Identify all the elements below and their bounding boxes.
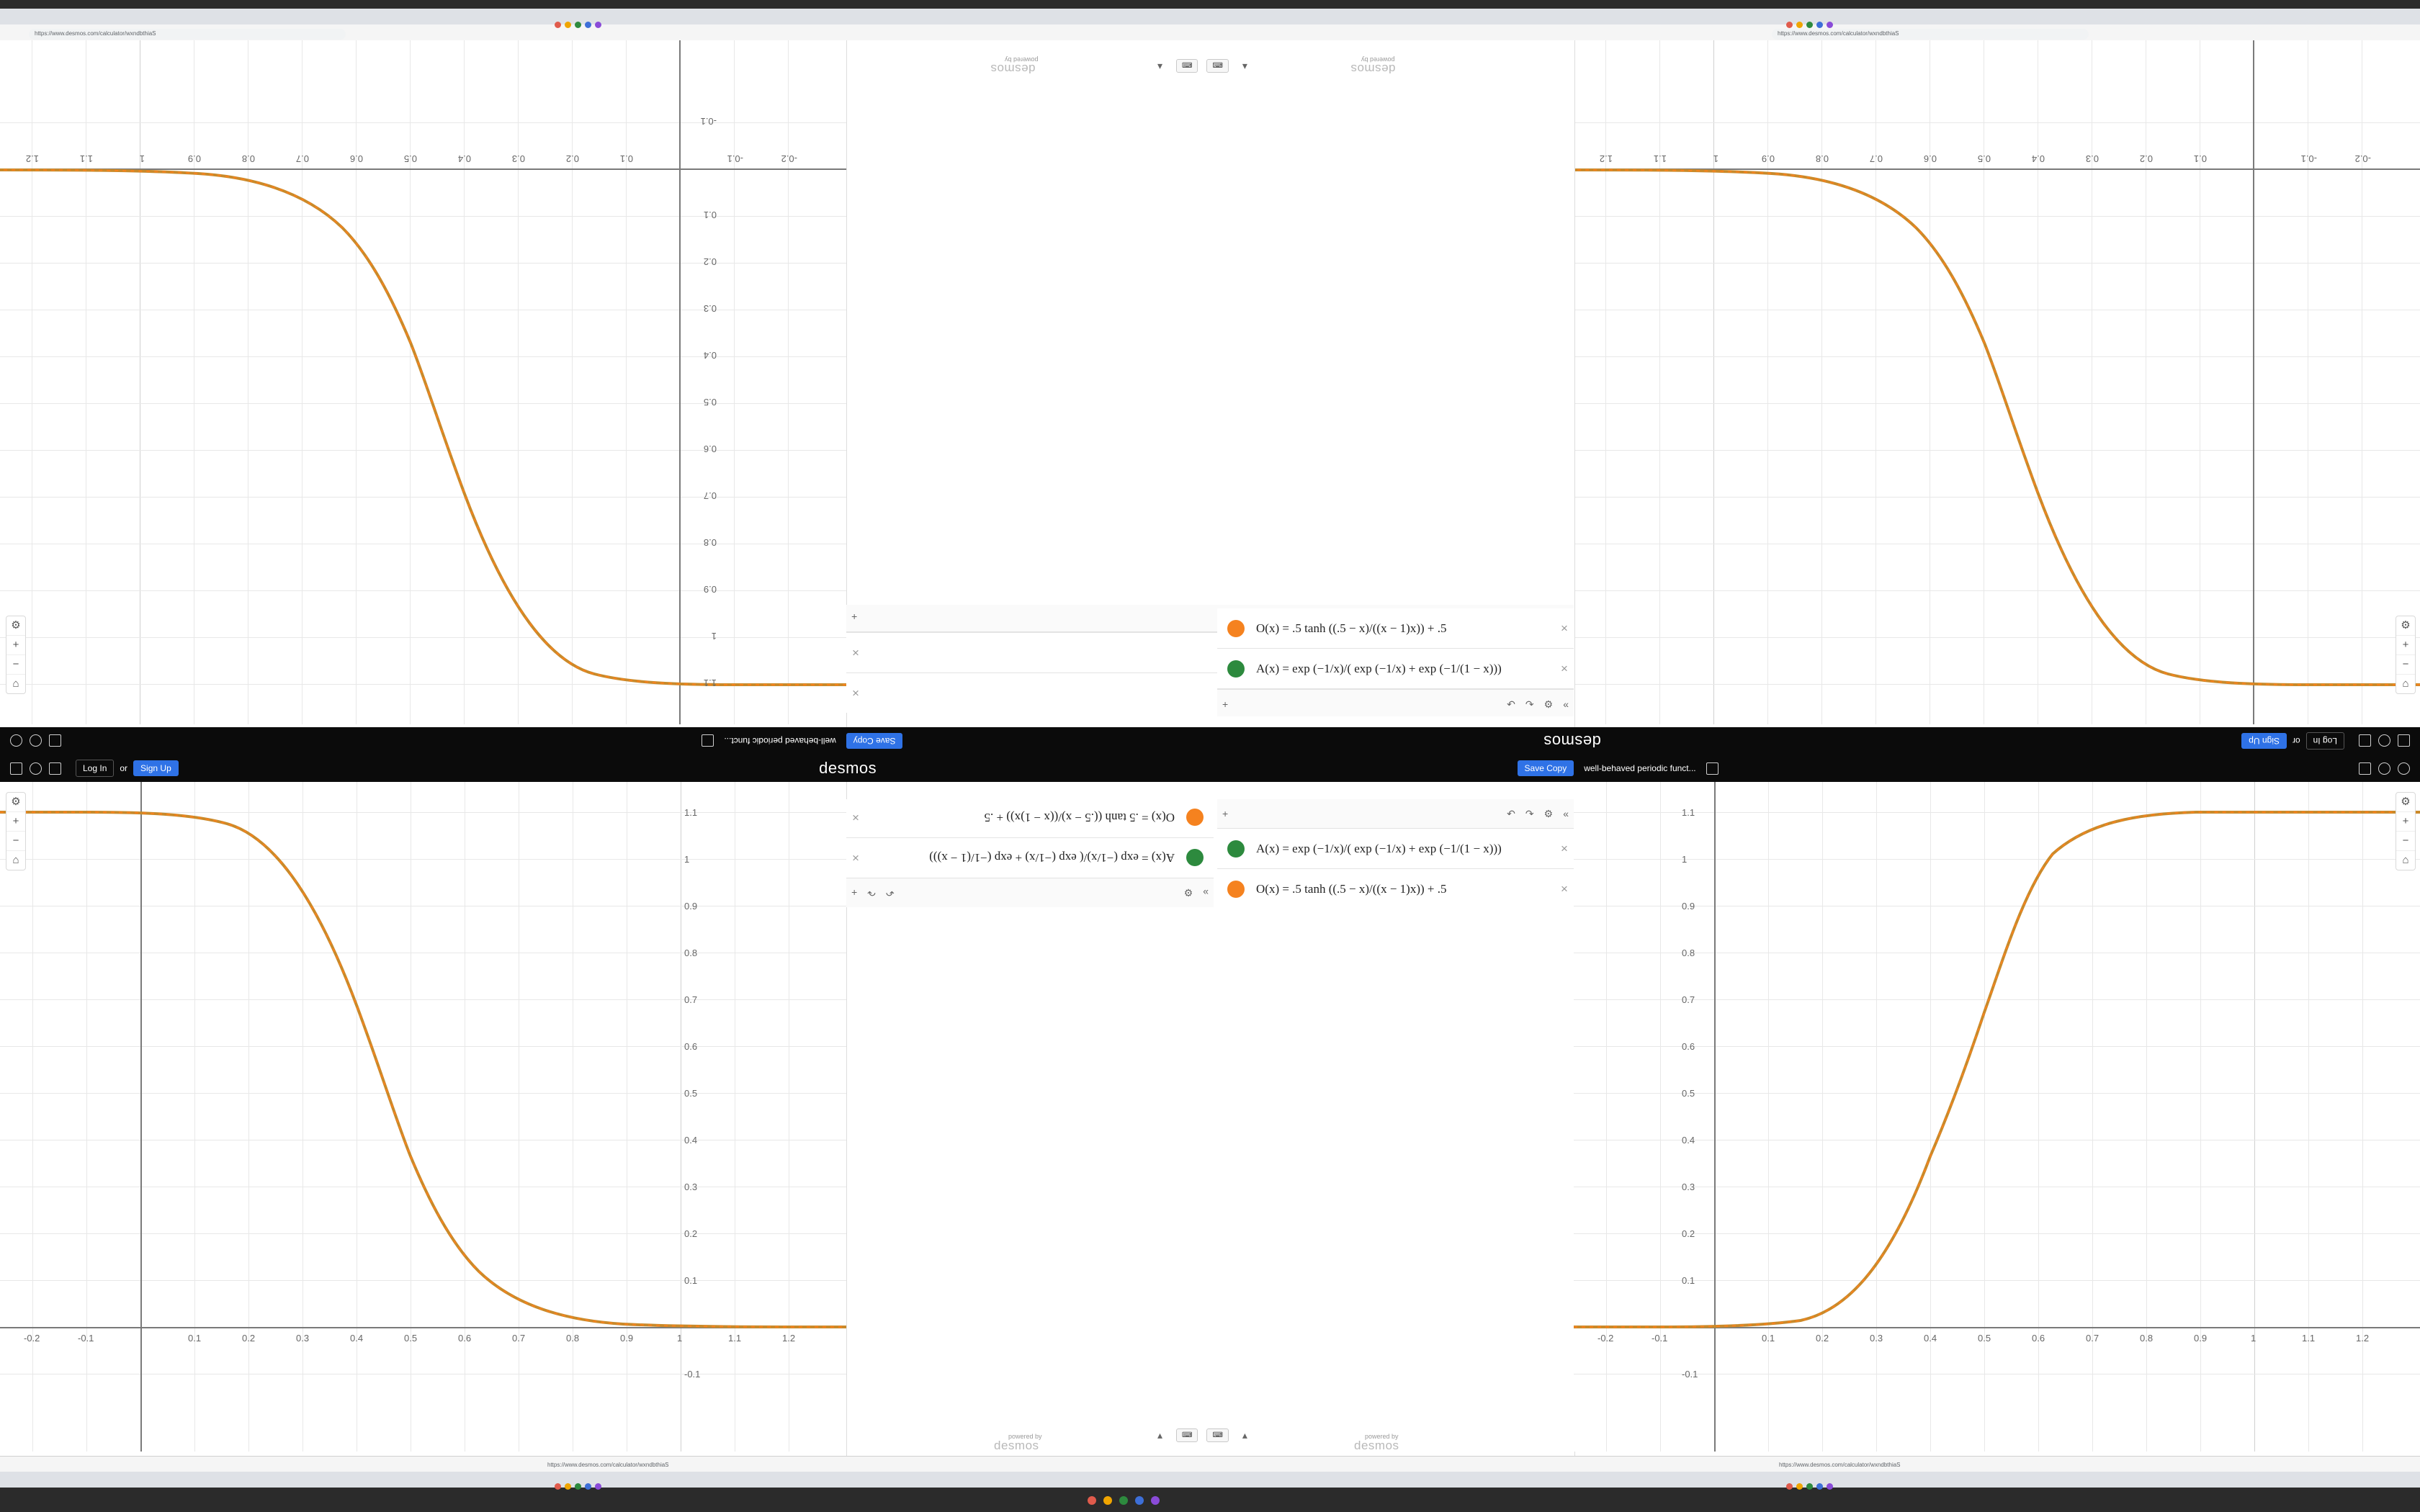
- wrench-icon[interactable]: ⚙: [6, 793, 25, 812]
- expression-latex[interactable]: O(x) = .5 tanh ((.5 − x)/((x − 1)x)) + .5: [1256, 881, 1447, 896]
- os-bottom-bar: [0, 1488, 2420, 1512]
- home-icon[interactable]: ⌂: [12, 678, 19, 690]
- brand-logo-bottom: desmos: [994, 1439, 1039, 1452]
- wrench-icon[interactable]: ⚙: [2396, 793, 2415, 812]
- brand-logo-top: desmos: [990, 62, 1036, 76]
- expression-row[interactable]: [846, 837, 1214, 878]
- x-tick: 1: [1713, 153, 1718, 164]
- y-tick: 0.9: [684, 901, 698, 912]
- hamburger-menu-icon[interactable]: [1706, 762, 1718, 775]
- expression-color-swatch[interactable]: [1227, 660, 1245, 678]
- tab-favicon-icon: [1786, 22, 1793, 28]
- brand-logo: desmos: [819, 759, 877, 777]
- help-circle-icon[interactable]: [30, 735, 42, 747]
- tab-favicon-icon: [585, 22, 591, 28]
- y-tick: 1.1: [684, 807, 698, 818]
- y-tick: 0.7: [1682, 994, 1695, 1005]
- brand-logo-bottom-right: desmos: [1354, 1439, 1399, 1452]
- url-text-bottom-left: https://www.desmos.com/calculator/wxndbthiaS: [547, 1462, 669, 1468]
- x-tick: 0.6: [349, 153, 363, 164]
- graph-title-field[interactable]: well-behaved periodic funct...: [1584, 763, 1696, 773]
- x-tick: 1.2: [2356, 1333, 2370, 1344]
- x-tick: -0.1: [1652, 1333, 1668, 1344]
- chevron-up-icon[interactable]: ▴: [1242, 1429, 1247, 1441]
- zoom-controls-bottom-right[interactable]: [2396, 792, 2416, 870]
- x-tick: 1.2: [782, 1333, 796, 1344]
- x-tick: -0.2: [781, 153, 797, 164]
- tab-favicon-icon: [565, 22, 571, 28]
- y-tick: 0.8: [684, 948, 698, 958]
- plot-curves: [1574, 40, 2420, 724]
- undo-arrow-icon[interactable]: ↶: [1507, 808, 1515, 819]
- chevron-down-icon[interactable]: ▾: [1157, 60, 1163, 71]
- x-tick: -0.1: [78, 1333, 94, 1344]
- tab-favicon-icon: [1796, 1483, 1803, 1490]
- x-tick: 1: [2251, 1333, 2257, 1344]
- add-expression-button[interactable]: +: [851, 887, 858, 899]
- delete-expression-button[interactable]: ×: [852, 811, 859, 825]
- y-tick: 0.9: [703, 584, 717, 595]
- expression-row[interactable]: [1217, 829, 1574, 869]
- browser-toolbar-bottom: [0, 1456, 2420, 1472]
- undo-arrow-icon[interactable]: ↶: [1507, 698, 1515, 710]
- log-in-button[interactable]: Log In: [2306, 732, 2344, 750]
- x-tick: 1.1: [1653, 153, 1667, 164]
- share-icon[interactable]: [49, 735, 61, 747]
- x-tick: -0.2: [2354, 153, 2371, 164]
- y-ticks-top-left: [691, 40, 846, 724]
- delete-expression-button[interactable]: ×: [1561, 881, 1568, 896]
- y-tick: 0.4: [703, 350, 717, 361]
- y-tick: 0.2: [684, 1228, 698, 1239]
- y-tick: -0.1: [1682, 1369, 1698, 1380]
- zoom-controls-top-left[interactable]: [6, 616, 26, 694]
- gear-icon[interactable]: ⚙: [1183, 887, 1193, 899]
- powered-by-label-top-right: powered by: [1361, 56, 1395, 63]
- x-tick: 0.4: [2031, 153, 2045, 164]
- desmos-window-bottom-left: [0, 782, 846, 1452]
- x-tick: 0.9: [2194, 1333, 2208, 1344]
- expression-latex[interactable]: A(x) = exp (−1/x)/( exp (−1/x) + exp (−1/(1 − x))): [1256, 661, 1502, 675]
- y-tick: 0.7: [703, 490, 717, 501]
- x-tick: 0.4: [350, 1333, 364, 1344]
- x-tick: 0.1: [619, 153, 633, 164]
- y-tick: 0.7: [684, 994, 698, 1005]
- x-tick: 0.7: [512, 1333, 526, 1344]
- plot-curves: [1574, 782, 2420, 1452]
- sign-up-button[interactable]: Sign Up: [133, 760, 179, 776]
- info-icon[interactable]: [30, 762, 42, 775]
- url-text-top-right: https://www.desmos.com/calculator/wxndbthiaS: [1778, 30, 1899, 37]
- delete-expression-button[interactable]: ×: [1561, 661, 1568, 675]
- tab-favicon-icon: [1806, 1483, 1813, 1490]
- undo-icon[interactable]: [2359, 735, 2371, 747]
- expression-color-swatch[interactable]: [1227, 881, 1245, 898]
- x-tick: 1.1: [728, 1333, 742, 1344]
- delete-expression-button[interactable]: ×: [1561, 621, 1568, 635]
- browser-tabstrip-top: [0, 9, 2420, 24]
- expression-list-lower-mirror[interactable]: [846, 799, 1214, 907]
- or-label: or: [2292, 736, 2300, 746]
- browser-dots-top-right: [1786, 22, 1833, 28]
- expression-latex[interactable]: A(x) = exp (−1/x)/( exp (−1/x) + exp (−1/(1 − x))): [1256, 841, 1502, 855]
- expand-panel-button[interactable]: »: [1203, 887, 1209, 899]
- zoom-in-button[interactable]: +: [2396, 636, 2415, 655]
- y-tick: 0.9: [1682, 901, 1695, 912]
- chevron-down-icon[interactable]: ▾: [1242, 60, 1247, 71]
- os-top-bar: [0, 0, 2420, 9]
- taskbar-icons-bottom-center[interactable]: [1088, 1496, 1160, 1505]
- wrench-icon[interactable]: ⚙: [2396, 616, 2415, 636]
- y-tick: 0.1: [1682, 1275, 1695, 1286]
- expression-row[interactable]: [1217, 869, 1574, 907]
- y-tick: 0.4: [684, 1135, 698, 1146]
- tab-favicon-icon: [575, 1483, 581, 1490]
- x-tick: 0.3: [2085, 153, 2099, 164]
- x-tick: 0.2: [242, 1333, 256, 1344]
- x-tick: 1: [139, 153, 145, 164]
- tab-favicon-icon: [595, 22, 601, 28]
- zoom-out-button[interactable]: −: [6, 832, 25, 851]
- tab-favicon-icon: [1806, 22, 1813, 28]
- collapse-panel-button[interactable]: «: [1563, 808, 1569, 819]
- add-expression-button[interactable]: +: [1222, 698, 1229, 710]
- x-tick: 0.2: [565, 153, 579, 164]
- x-tick: 0.7: [1869, 153, 1883, 164]
- y-tick: 0.4: [1682, 1135, 1695, 1146]
- chevron-up-icon[interactable]: ▴: [1157, 1429, 1163, 1441]
- collapse-panel-button[interactable]: «: [1563, 698, 1569, 710]
- gear-icon[interactable]: ⚙: [1543, 808, 1554, 819]
- tab-favicon-icon: [585, 1483, 591, 1490]
- x-tick: -0.2: [1597, 1333, 1614, 1344]
- zoom-in-button[interactable]: +: [2396, 812, 2415, 832]
- undo-icon[interactable]: [49, 762, 61, 775]
- home-icon[interactable]: ⌂: [2402, 854, 2409, 866]
- browser-dots-bottom-right: [1786, 1483, 1833, 1490]
- x-tick: 0.9: [187, 153, 201, 164]
- y-tick: 0.6: [703, 444, 717, 454]
- x-tick: 1.2: [1599, 153, 1613, 164]
- redo-arrow-icon[interactable]: ↷: [1525, 698, 1534, 710]
- y-tick: 1: [711, 631, 717, 642]
- x-tick: 1.1: [79, 153, 93, 164]
- add-expression-button[interactable]: +: [1222, 808, 1229, 819]
- y-tick: 0.1: [684, 1275, 698, 1286]
- tab-favicon-icon: [1786, 1483, 1793, 1490]
- tab-favicon-icon: [595, 1483, 601, 1490]
- taskbar-app-icon[interactable]: [1103, 1496, 1112, 1505]
- x-tick: -0.1: [2300, 153, 2317, 164]
- tab-favicon-icon: [1827, 22, 1833, 28]
- redo-arrow-icon[interactable]: ↷: [867, 887, 876, 899]
- y-tick: 1.1: [1682, 807, 1695, 818]
- x-tick: 0.5: [403, 153, 417, 164]
- y-tick: -0.1: [700, 116, 717, 127]
- expression-list-upper-mirror[interactable]: [1217, 608, 1574, 716]
- x-tick: -0.1: [727, 153, 743, 164]
- save-copy-button[interactable]: Save Copy: [1518, 760, 1574, 776]
- desmos-header-lower: [0, 755, 2420, 782]
- keyboard-button[interactable]: ⌨: [1206, 59, 1228, 73]
- desmos-window-top-right: [1574, 40, 2420, 724]
- x-tick: 0.3: [511, 153, 525, 164]
- globe-icon[interactable]: [2398, 735, 2410, 747]
- taskbar-app-icon[interactable]: [1151, 1496, 1160, 1505]
- x-tick: 0.8: [566, 1333, 580, 1344]
- browser-dots-top-left: [555, 22, 601, 28]
- y-tick: 1: [684, 854, 690, 865]
- keyboard-button[interactable]: ⌨: [1176, 59, 1198, 73]
- wrench-icon[interactable]: ⚙: [6, 616, 25, 636]
- keyboard-button[interactable]: ⌨: [1206, 1428, 1228, 1442]
- delete-expression-button[interactable]: ×: [1561, 841, 1568, 855]
- expression-list-lower[interactable]: [1217, 799, 1574, 907]
- x-tick: 0.8: [2140, 1333, 2154, 1344]
- redo-arrow-icon[interactable]: ↷: [1525, 808, 1534, 819]
- undo-arrow-icon[interactable]: ↶: [885, 887, 895, 899]
- browser-tabstrip-bottom: [0, 1472, 2420, 1488]
- zoom-out-button[interactable]: −: [2396, 832, 2415, 851]
- y-tick: 0.6: [684, 1041, 698, 1052]
- y-tick: 0.8: [1682, 948, 1695, 958]
- x-tick: 0.5: [404, 1333, 418, 1344]
- smiley-icon[interactable]: [10, 735, 22, 747]
- y-tick: 0.3: [703, 303, 717, 314]
- expression-row[interactable]: [846, 799, 1214, 837]
- graph-title-field[interactable]: well-behaved periodic funct...: [724, 736, 836, 746]
- desmos-window-bottom-right: [1574, 782, 2420, 1452]
- x-tick: 0.6: [1923, 153, 1937, 164]
- info-icon[interactable]: [2378, 735, 2390, 747]
- powered-by-label-bottom: powered by: [1008, 1433, 1042, 1440]
- tab-favicon-icon: [555, 22, 561, 28]
- x-tick: 0.2: [1816, 1333, 1829, 1344]
- log-in-button[interactable]: Log In: [76, 760, 114, 777]
- graph-canvas[interactable]: [0, 782, 846, 1452]
- y-tick: 0.2: [1682, 1228, 1695, 1239]
- y-tick: 1.1: [703, 678, 717, 688]
- x-tick: 0.1: [1762, 1333, 1775, 1344]
- y-tick: 0.5: [684, 1088, 698, 1099]
- tab-favicon-icon: [1816, 1483, 1823, 1490]
- globe-icon[interactable]: [10, 762, 22, 775]
- x-tick: 0.5: [1978, 1333, 1991, 1344]
- y-tick: 0.8: [703, 537, 717, 548]
- x-tick: 0.1: [2193, 153, 2207, 164]
- x-tick: 1.1: [2302, 1333, 2316, 1344]
- zoom-controls-bottom-left[interactable]: [6, 792, 26, 870]
- keyboard-button[interactable]: ⌨: [1176, 1428, 1198, 1442]
- or-label: or: [120, 763, 128, 773]
- zoom-controls-top-right[interactable]: [2396, 616, 2416, 694]
- y-tick: 0.1: [703, 210, 717, 220]
- powered-by-label-bottom-right: powered by: [1365, 1433, 1399, 1440]
- x-tick: 0.9: [1761, 153, 1775, 164]
- x-tick: 0.6: [2032, 1333, 2045, 1344]
- y-tick: 0.3: [1682, 1182, 1695, 1192]
- x-tick: 0.8: [241, 153, 255, 164]
- help-circle-icon[interactable]: [2378, 762, 2390, 775]
- expression-color-swatch[interactable]: [1227, 620, 1245, 637]
- powered-by-label-top: powered by: [1005, 56, 1039, 63]
- expression-color-swatch[interactable]: [1186, 850, 1204, 867]
- y-tick: 0.5: [1682, 1088, 1695, 1099]
- delete-expression-button[interactable]: ×: [852, 851, 859, 865]
- url-text-top-left: https://www.desmos.com/calculator/wxndbthiaS: [35, 30, 156, 37]
- keyboard-controls-bottom[interactable]: [1152, 1426, 1252, 1444]
- y-tick: -0.1: [684, 1369, 701, 1380]
- hamburger-menu-icon[interactable]: [702, 735, 714, 747]
- x-tick: 0.8: [1815, 153, 1829, 164]
- zoom-in-button[interactable]: +: [6, 812, 25, 832]
- browser-dots-bottom-left: [555, 1483, 601, 1490]
- expression-row[interactable]: [1217, 649, 1574, 689]
- x-tick: 0.3: [296, 1333, 310, 1344]
- tab-favicon-icon: [1827, 1483, 1833, 1490]
- y-tick: 0.2: [703, 256, 717, 267]
- url-text-bottom-right: https://www.desmos.com/calculator/wxndbthiaS: [1779, 1462, 1901, 1468]
- x-tick: 0.7: [295, 153, 309, 164]
- x-tick: 1.2: [25, 153, 39, 164]
- expression-latex[interactable]: O(x) = .5 tanh ((.5 − x)/((x − 1)x)) + .5: [1256, 621, 1447, 635]
- x-tick: 0.6: [458, 1333, 472, 1344]
- tab-favicon-icon: [565, 1483, 571, 1490]
- x-tick: 0.2: [2139, 153, 2153, 164]
- x-tick: 0.4: [457, 153, 471, 164]
- expression-latex[interactable]: A(x) = exp (−1/x)/( exp (−1/x) + exp (−1/(1 − x))): [929, 851, 1175, 865]
- zoom-out-button[interactable]: −: [2396, 655, 2415, 675]
- desmos-header-upper: [0, 727, 2420, 755]
- gear-icon[interactable]: ⚙: [1543, 698, 1554, 710]
- brand-logo: desmos: [1543, 732, 1601, 750]
- x-tick: 0.1: [188, 1333, 202, 1344]
- home-icon[interactable]: ⌂: [12, 854, 19, 866]
- zoom-out-button[interactable]: −: [6, 655, 25, 675]
- tab-favicon-icon: [575, 22, 581, 28]
- expression-color-swatch[interactable]: [1186, 809, 1204, 827]
- taskbar-app-icon[interactable]: [1088, 1496, 1096, 1505]
- plot-curves: [0, 782, 846, 1452]
- y-tick: 1: [1682, 854, 1688, 865]
- taskbar-app-icon[interactable]: [1135, 1496, 1144, 1505]
- x-tick: 0.4: [1924, 1333, 1937, 1344]
- smiley-icon[interactable]: [2398, 762, 2410, 775]
- y-tick: 0.6: [1682, 1041, 1695, 1052]
- delete-expression-button[interactable]: ×: [852, 686, 859, 701]
- expression-latex[interactable]: O(x) = .5 tanh ((.5 − x)/((x − 1)x)) + .5: [984, 811, 1175, 825]
- share-icon[interactable]: [2359, 762, 2371, 775]
- expression-row[interactable]: [1217, 608, 1574, 649]
- y-tick: 0.3: [684, 1182, 698, 1192]
- taskbar-app-icon[interactable]: [1119, 1496, 1128, 1505]
- zoom-in-button[interactable]: +: [6, 636, 25, 655]
- expression-color-swatch[interactable]: [1227, 840, 1245, 858]
- home-icon[interactable]: ⌂: [2402, 678, 2409, 690]
- brand-logo-top-right: desmos: [1350, 62, 1396, 76]
- tab-favicon-icon: [1796, 22, 1803, 28]
- keyboard-controls-top[interactable]: [1152, 56, 1252, 75]
- save-copy-button[interactable]: Save Copy: [846, 733, 903, 749]
- x-tick: 1: [677, 1333, 683, 1344]
- tab-favicon-icon: [555, 1483, 561, 1490]
- x-tick: 0.9: [620, 1333, 634, 1344]
- y-tick: 0.5: [703, 397, 717, 408]
- x-tick: -0.2: [24, 1333, 40, 1344]
- x-tick: 0.7: [2086, 1333, 2099, 1344]
- add-expression-button[interactable]: +: [851, 611, 858, 623]
- tab-favicon-icon: [1816, 22, 1823, 28]
- x-tick: 0.5: [1977, 153, 1991, 164]
- graph-canvas[interactable]: [1574, 782, 2420, 1452]
- x-tick: 0.3: [1870, 1333, 1883, 1344]
- sign-up-button[interactable]: Sign Up: [2241, 733, 2287, 749]
- graph-canvas[interactable]: [1574, 40, 2420, 724]
- delete-expression-button[interactable]: ×: [852, 646, 859, 660]
